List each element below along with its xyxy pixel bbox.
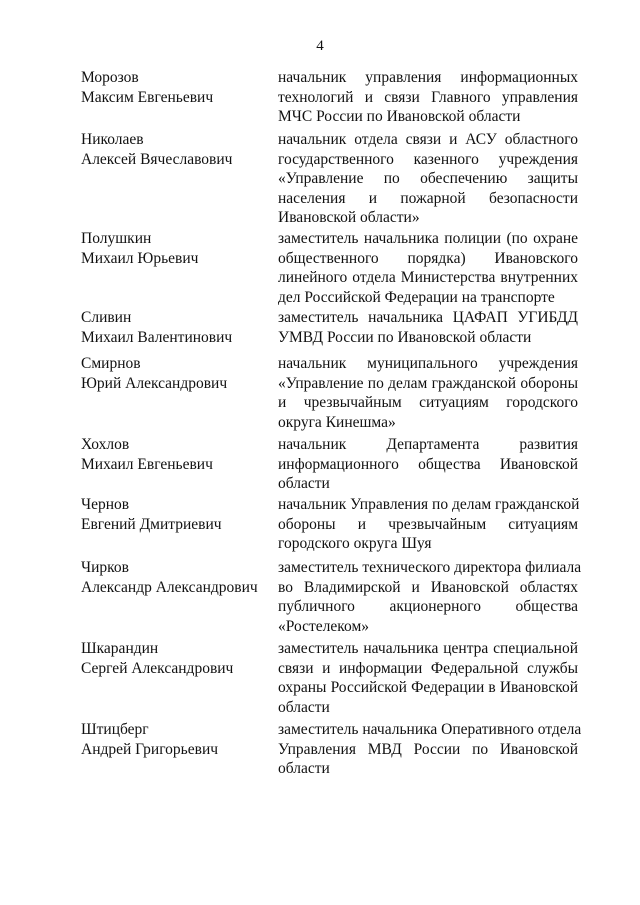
position-line: «Ростелеком» — [278, 617, 370, 635]
member-surname: Морозов — [81, 69, 139, 86]
member-surname: Полушкин — [81, 230, 152, 247]
member-given-names: Сергей Александрович — [81, 659, 234, 677]
list-item — [0, 130, 640, 229]
position-line: Ивановской области» — [278, 209, 420, 226]
position-line: округа Кинешма» — [278, 413, 396, 431]
member-position — [278, 495, 578, 554]
list-item — [0, 639, 640, 720]
position-line: «Управление по обеспечению защиты — [278, 170, 578, 187]
position-line: городского округа Шуя — [278, 535, 432, 552]
member-surname: Хохлов — [81, 436, 130, 453]
position-line: начальник отдела связи и АСУ областного — [278, 131, 578, 148]
member-position — [278, 68, 578, 127]
member-name — [81, 354, 271, 393]
page-number: 4 — [316, 38, 324, 54]
member-given-names: Андрей Григорьевич — [81, 740, 219, 758]
position-line: публичного акционерного общества — [278, 598, 578, 615]
list-item — [0, 495, 640, 558]
position-line: начальник Департамента развития — [278, 436, 578, 453]
position-line: обороны и чрезвычайным ситуациям — [278, 515, 578, 533]
position-line: области — [278, 698, 330, 716]
list-item — [0, 435, 640, 495]
position-line: заместитель технического директора филиала — [278, 559, 582, 576]
position-line: заместитель начальника Оперативного отдела — [278, 721, 582, 738]
member-given-names: Михаил Евгеньевич — [81, 455, 213, 473]
position-line: МЧС России по Ивановской области — [278, 108, 521, 125]
member-given-names: Михаил Валентинович — [81, 328, 233, 346]
member-name — [81, 435, 271, 474]
member-given-names: Александр Александрович — [81, 578, 258, 596]
member-name — [81, 720, 271, 759]
member-position — [278, 558, 582, 636]
member-position — [278, 308, 578, 347]
position-line: начальник муниципального учреждения — [278, 355, 578, 372]
list-item — [0, 308, 640, 354]
position-line: начальник управления информационных — [278, 69, 578, 86]
member-given-names: Юрий Александрович — [81, 374, 228, 392]
position-line: государственного казенного учреждения — [278, 150, 578, 168]
position-line: информационного общества Ивановской — [278, 455, 578, 473]
member-name — [81, 639, 271, 678]
member-name — [81, 558, 271, 597]
position-line: области — [278, 760, 330, 777]
members-list — [0, 68, 640, 782]
position-line: населения и пожарной безопасности — [278, 189, 578, 207]
list-item — [0, 720, 640, 782]
position-line: и чрезвычайным ситуациям городского — [278, 394, 578, 411]
position-line: начальник Управления по делам гражданской — [278, 496, 580, 513]
position-line: заместитель начальника ЦАФАП УГИБДД — [278, 309, 578, 326]
position-line: линейного отдела Министерства внутренних — [278, 269, 578, 286]
member-surname: Шкарандин — [81, 640, 159, 657]
list-item — [0, 354, 640, 435]
member-surname: Штицберг — [81, 721, 149, 738]
member-name — [81, 130, 271, 169]
position-line: дел Российской Федерации на транспорте — [278, 288, 555, 306]
member-surname: Смирнов — [81, 355, 141, 372]
member-name — [81, 229, 271, 268]
member-given-names: Евгений Дмитриевич — [81, 515, 222, 533]
member-name — [81, 68, 271, 107]
member-position — [278, 130, 578, 228]
member-position — [278, 720, 582, 779]
member-surname: Чирков — [81, 559, 129, 576]
position-line: охраны Российской Федерации в Ивановской — [278, 679, 578, 696]
member-surname: Сливин — [81, 309, 132, 326]
position-line: «Управление по делам гражданской обороны — [278, 374, 578, 392]
list-item — [0, 229, 640, 308]
list-item — [0, 558, 640, 639]
position-line: Управления МВД России по Ивановской — [278, 740, 578, 758]
member-name — [81, 495, 271, 534]
member-given-names: Алексей Вячеславович — [81, 150, 233, 168]
member-given-names: Михаил Юрьевич — [81, 249, 199, 267]
member-given-names: Максим Евгеньевич — [81, 88, 214, 106]
position-line: области — [278, 475, 330, 492]
member-name — [81, 308, 271, 347]
position-line: технологий и связи Главного управления — [278, 88, 578, 106]
position-line: УМВД России по Ивановской области — [278, 328, 532, 346]
member-surname: Николаев — [81, 131, 144, 148]
position-line: во Владимирской и Ивановской областях — [278, 578, 578, 596]
member-position — [278, 354, 578, 432]
member-position — [278, 639, 578, 717]
list-item — [0, 68, 640, 130]
position-line: заместитель начальника полиции (по охране — [278, 230, 578, 247]
member-surname: Чернов — [81, 496, 130, 513]
position-line: заместитель начальника центра специальной — [278, 640, 578, 657]
member-position — [278, 435, 578, 494]
member-position — [278, 229, 578, 307]
position-line: общественного порядка) Ивановского — [278, 249, 578, 267]
position-line: связи и информации Федеральной службы — [278, 659, 578, 677]
